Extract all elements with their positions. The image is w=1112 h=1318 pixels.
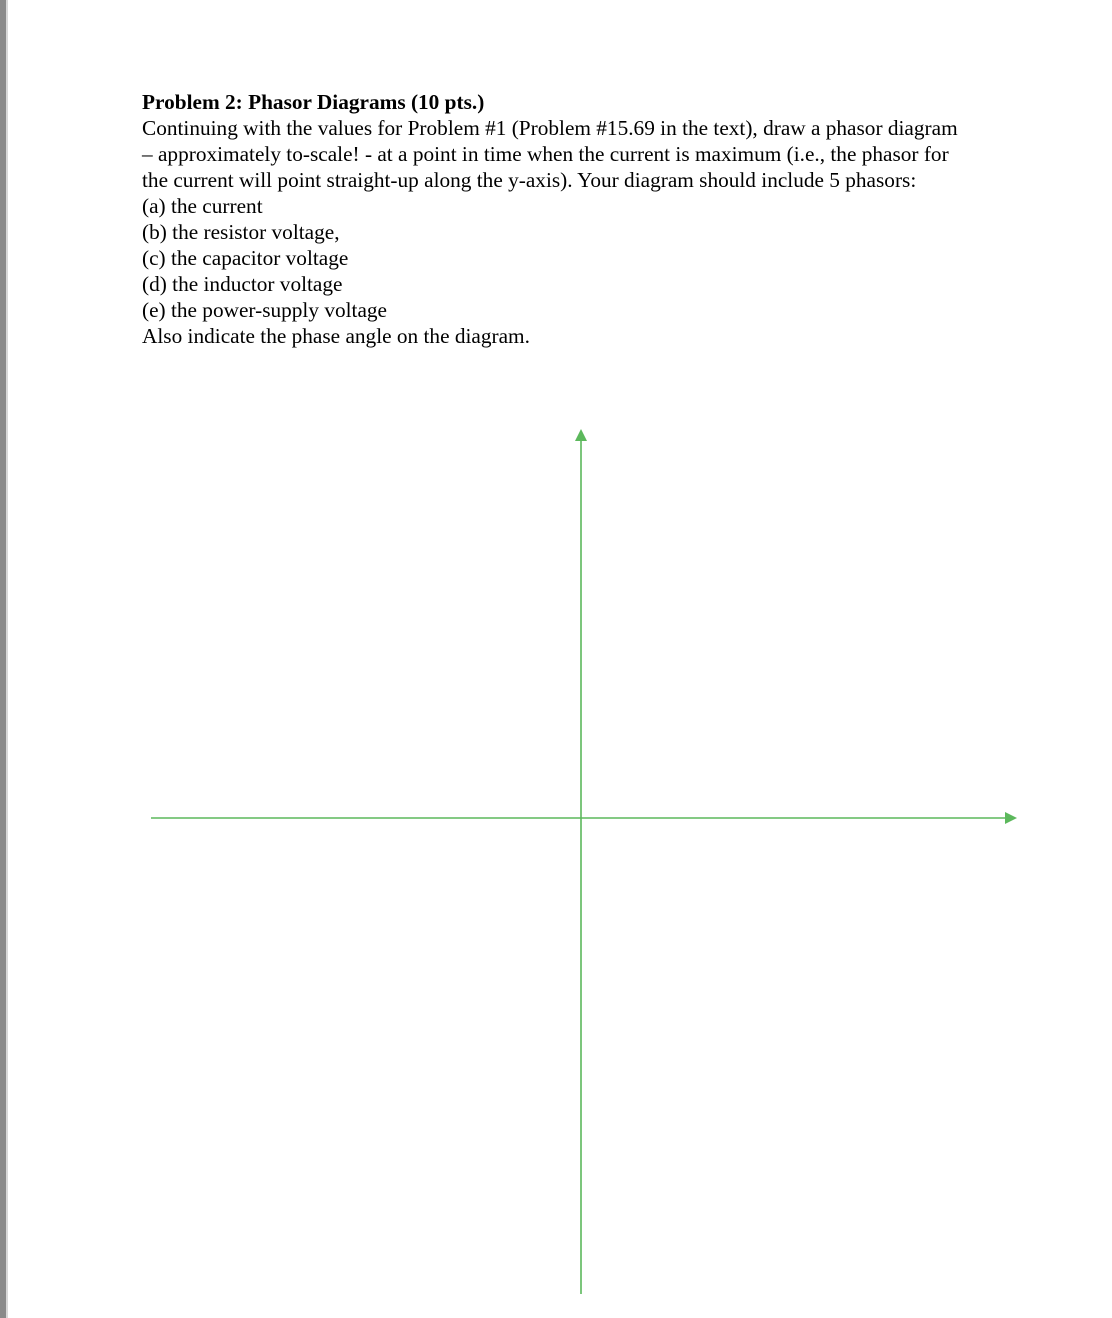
closing-instruction: Also indicate the phase angle on the diagram. — [142, 324, 530, 348]
list-item-d: (d) the inductor voltage — [142, 272, 343, 296]
problem-title: Problem 2: Phasor Diagrams (10 pts.) — [142, 90, 485, 114]
body-line-3: the current will point straight-up along the y-axis). Your diagram should include 5 phasors: — [142, 168, 917, 192]
list-item-b: (b) the resistor voltage, — [142, 220, 340, 244]
list-item-e: (e) the power-supply voltage — [142, 298, 387, 322]
body-line-2: – approximately to-scale! - at a point in time when the current is maximum (i.e., the phasor for — [142, 142, 949, 166]
y-axis-arrowhead — [575, 429, 587, 441]
list-item-c: (c) the capacitor voltage — [142, 246, 349, 270]
body-line-1: Continuing with the values for Problem #1 (Problem #15.69 in the text), draw a phasor diagram — [142, 116, 958, 140]
list-item-a: (a) the current — [142, 194, 263, 218]
x-axis-arrowhead — [1005, 812, 1017, 824]
